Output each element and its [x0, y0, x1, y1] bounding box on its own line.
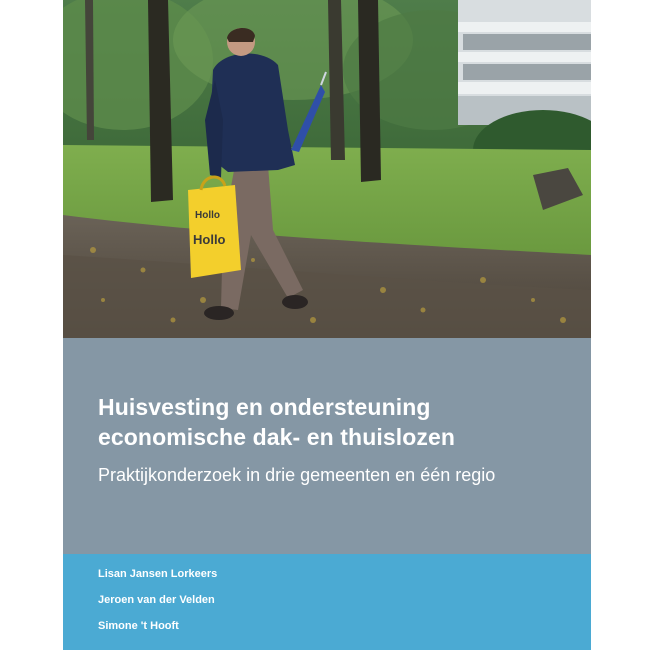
bag-print-text: Hollo	[195, 210, 220, 221]
cover-photo	[63, 0, 591, 338]
report-title	[98, 392, 455, 452]
report-subtitle: Praktijkonderzoek in drie gemeenten en één regio	[98, 465, 496, 485]
title-band	[63, 338, 591, 554]
report-title-line-2: economische dak- en thuislozen	[98, 424, 456, 450]
author-band	[63, 554, 591, 650]
author-name: Lisan Jansen Lorkeers	[98, 568, 218, 580]
bag-print-text: Hollo	[193, 232, 226, 247]
author-name: Jeroen van der Velden	[98, 594, 215, 606]
report-title-line-1: Huisvesting en ondersteuning	[98, 394, 431, 420]
cover-photo-illustration	[63, 0, 591, 338]
report-cover	[63, 0, 591, 650]
author-name: Simone 't Hooft	[98, 620, 179, 632]
